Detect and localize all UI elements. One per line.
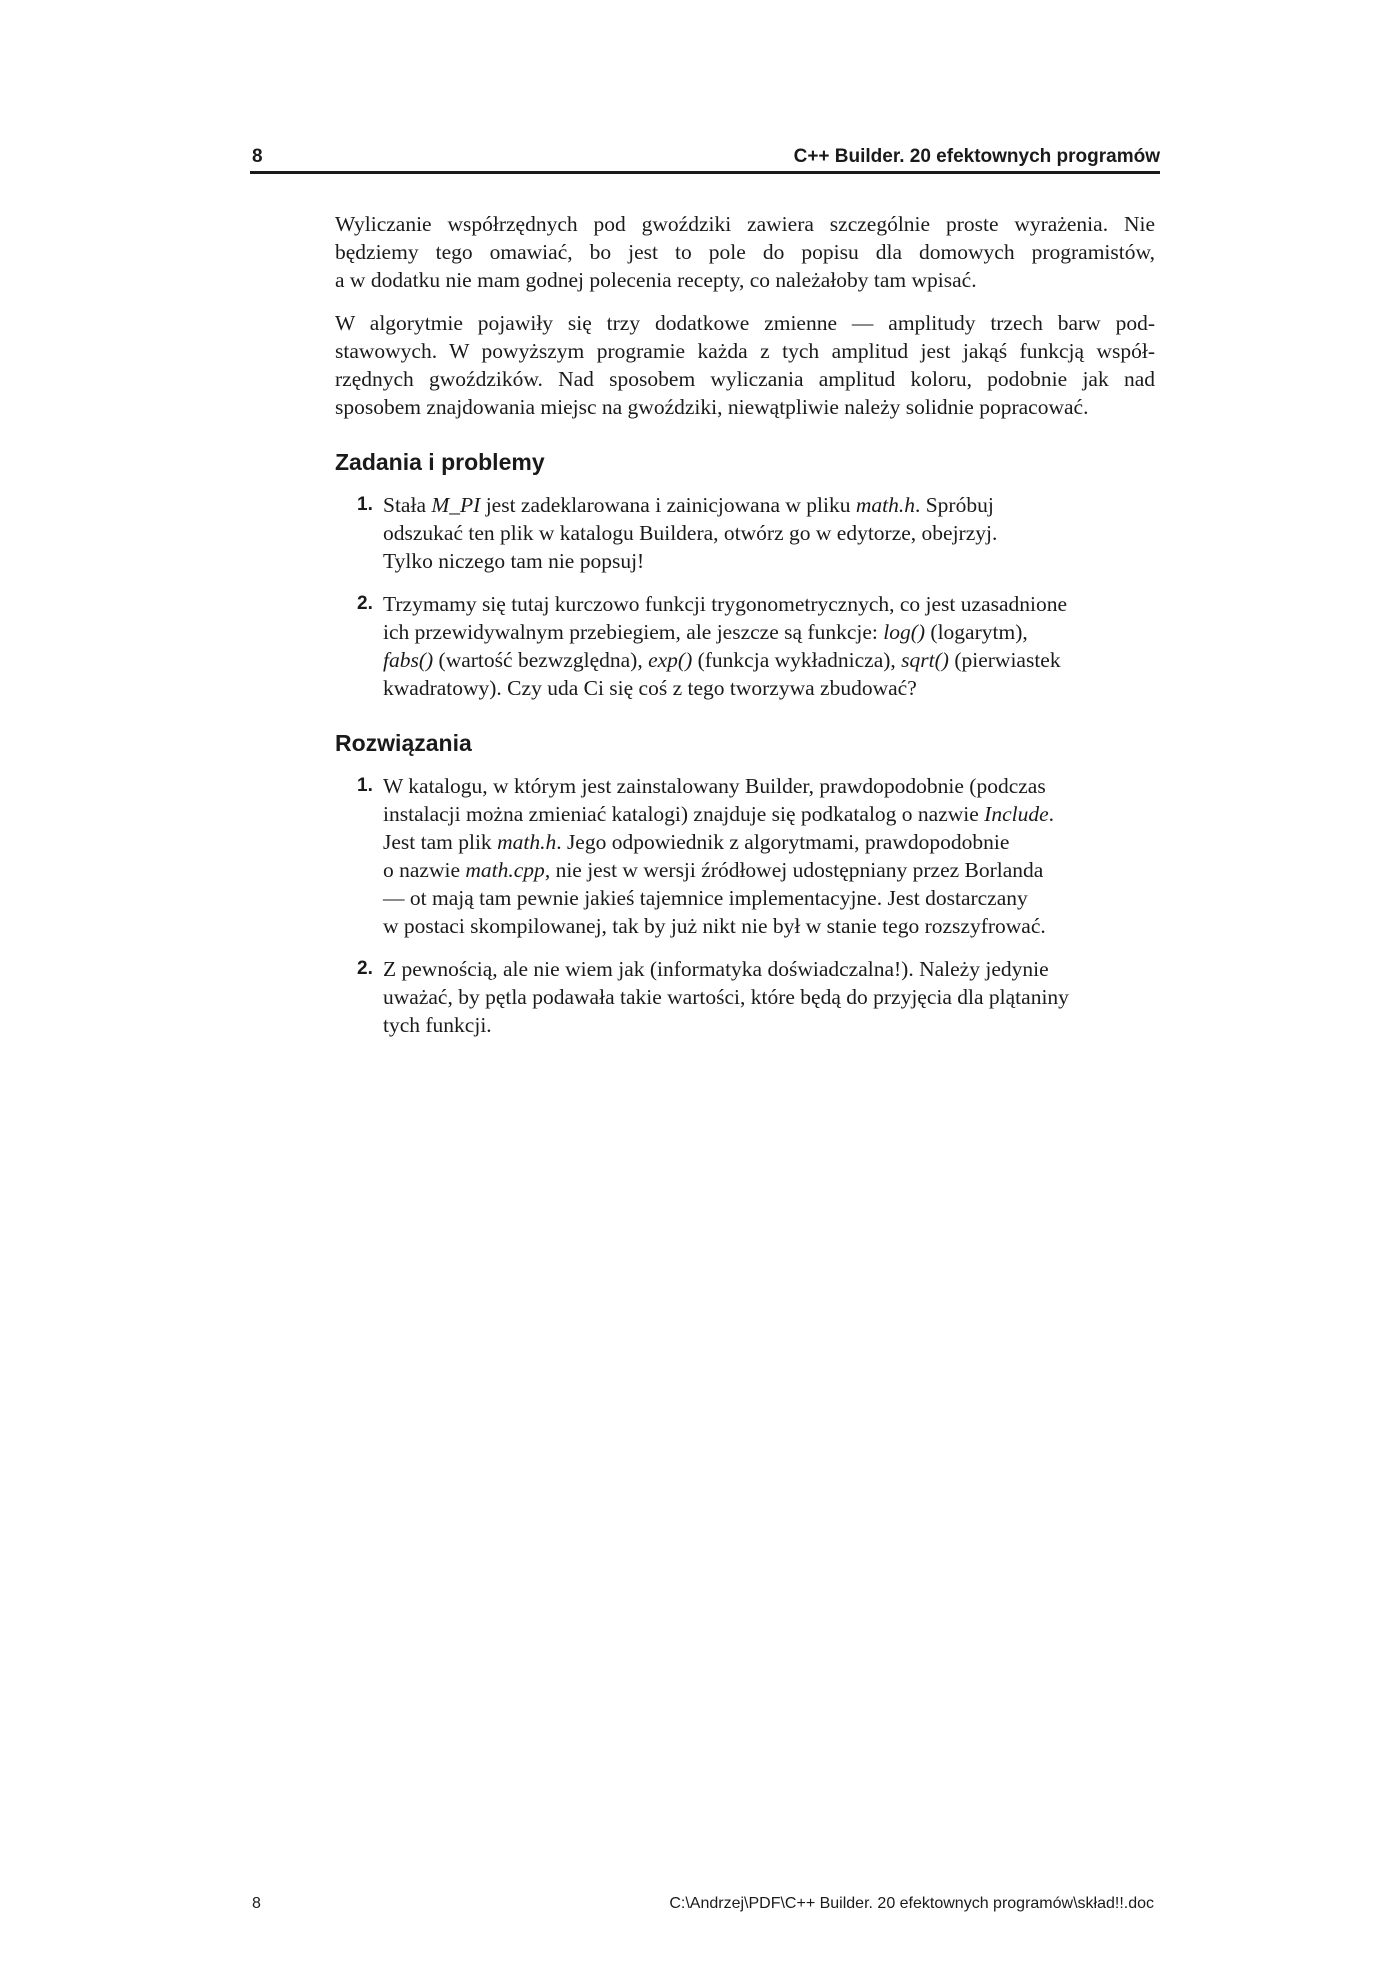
text-run: (funkcja wykładnicza), [692,648,902,672]
list-item [335,772,1155,940]
italic-term: log() [883,620,926,644]
italic-term: math.h [497,830,557,854]
list-item-line [383,983,1155,1011]
section-heading-solutions: Rozwiązania [335,730,472,756]
text-run: Stała [383,493,432,517]
paragraph-line: W algorytmie pojawiły się trzy dodatkowe zmienne — amplitudy trzech barw pod- [335,311,1155,335]
paragraph-line: sposobem znajdowania miejsc na gwoździki, niewątpliwie należy solidnie popracować. [335,395,1089,419]
list-item-line [383,618,1155,646]
list-item-line [383,856,1155,884]
text-run: w postaci skompilowanej, tak by już nikt nie był w stanie tego rozszyfrować. [383,914,1046,938]
text-run: o nazwie [383,858,466,882]
text-run: Trzymamy się tutaj kurczowo funkcji trygonometrycznych, co jest uzasadnione [383,592,1068,616]
italic-term: math.cpp [465,858,545,882]
text-run: jest zadeklarowana i zainicjowana w pliku [480,493,856,517]
text-run: tych funkcji. [383,1013,492,1037]
italic-term: exp() [648,648,693,672]
list-item-line [383,955,1155,983]
text-run: . Jego odpowiednik z algorytmami, prawdopodobnie [556,830,1010,854]
text-run: (pierwiastek [948,648,1061,672]
text-run: (wartość bezwzględna), [433,648,649,672]
text-run: uważać, by pętla podawała takie wartości, które będą do przyjęcia dla plątaniny [383,985,1069,1009]
list-number: 1. [357,494,373,515]
footer-page-number: 8 [252,1895,261,1912]
list-number: 2. [357,958,373,979]
intro-paragraphs [335,210,1155,421]
list-item [335,590,1155,702]
text-run: . Spróbuj [914,493,994,517]
italic-term: fabs() [383,648,434,672]
text-run: Z pewnością, ale nie wiem jak (informatyka doświadczalna!). Należy jedynie [383,957,1049,981]
list-item-line [383,912,1155,940]
text-run: . [1048,802,1055,826]
list-item-line [383,646,1155,674]
list-item-line [383,547,1155,575]
tasks-list [335,491,1155,702]
paragraph-line: rzędnych gwoździków. Nad sposobem wyliczania amplitud koloru, podobnie jak nad [335,367,1155,391]
list-number: 1. [357,775,373,796]
text-run: — ot mają tam pewnie jakieś tajemnice implementacyjne. Jest dostarczany [383,886,1028,910]
list-item-line [383,674,1155,702]
italic-term: M_PI [431,493,481,517]
paragraph-line: stawowych. W powyższym programie każda z tych amplitud jest jakąś funkcją współ- [335,339,1155,363]
body-paragraph [335,309,1155,421]
list-item-line [383,491,1155,519]
text-run: ich przewidywalnym przebiegiem, ale jeszcze są funkcje: [383,620,884,644]
text-run: kwadratowy). Czy uda Ci się coś z tego tworzywa zbudować? [383,676,917,700]
text-run: odszukać ten plik w katalogu Buildera, otwórz go w edytorze, obejrzyj. [383,521,998,545]
text-run: Tylko niczego tam nie popsuj! [383,549,645,573]
page-number: 8 [252,146,263,167]
header-rule [250,171,1160,174]
list-item-line [383,590,1155,618]
list-item-line [383,1011,1155,1039]
list-item-line [383,772,1155,800]
page-content [335,210,1155,1054]
list-item [335,955,1155,1039]
solutions-list [335,772,1155,1039]
paragraph-line: będziemy tego omawiać, bo jest to pole do popisu dla domowych programistów, [335,240,1155,264]
list-item-line [383,800,1155,828]
list-item-line [383,884,1155,912]
list-item [335,491,1155,575]
list-item-line [383,519,1155,547]
italic-term: math.h [855,493,915,517]
text-run: (logarytm), [925,620,1028,644]
italic-term: Include [984,802,1049,826]
text-run: W katalogu, w którym jest zainstalowany Builder, prawdopodobnie (podczas [383,774,1046,798]
section-heading-tasks: Zadania i problemy [335,449,545,475]
paragraph-line: a w dodatku nie mam godnej polecenia recepty, co należałoby tam wpisać. [335,268,977,292]
italic-term: sqrt() [901,648,949,672]
text-run: Jest tam plik [383,830,498,854]
text-run: instalacji można zmieniać katalogi) znajduje się podkatalog o nazwie [383,802,985,826]
body-paragraph [335,210,1155,294]
running-title: C++ Builder. 20 efektownych programów [793,146,1160,167]
footer-file-path: C:\Andrzej\PDF\C++ Builder. 20 efektownych programów\skład!!.doc [669,1895,1154,1912]
paragraph-line: Wyliczanie współrzędnych pod gwoździki zawiera szczególnie proste wyrażenia. Nie [335,212,1155,236]
list-number: 2. [357,593,373,614]
list-item-line [383,828,1155,856]
text-run: , nie jest w wersji źródłowej udostępniany przez Borlanda [544,858,1044,882]
